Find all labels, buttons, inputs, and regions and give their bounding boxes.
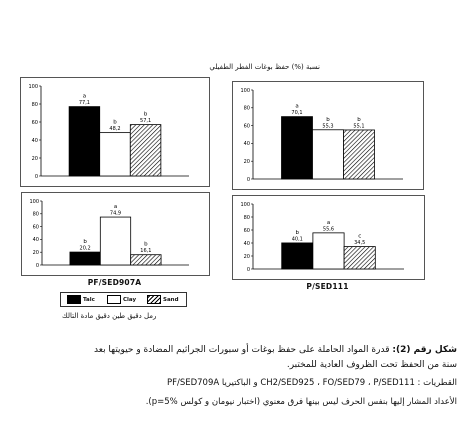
y-tick-label: 20 — [243, 159, 250, 165]
data-label: 55,6 — [322, 226, 335, 233]
legend-swatch-sand — [147, 295, 161, 304]
bar-clay — [313, 130, 344, 179]
y-tick-label: 60 — [243, 227, 250, 234]
y-tick-label: 80 — [243, 105, 250, 112]
bar-sand — [344, 247, 375, 269]
legend-swatch-clay — [107, 295, 121, 304]
data-label: 16,1 — [140, 248, 152, 255]
bar-talc — [70, 252, 100, 265]
data-label: 55,1 — [353, 123, 365, 130]
bar-talc — [282, 117, 313, 179]
significance-letter: b — [143, 111, 148, 118]
legend-arabic-labels: رمل دقيق طين دقيق مادة التالك — [62, 312, 157, 320]
y-tick-label: 100 — [28, 83, 38, 90]
legend-label-sand: Sand — [163, 297, 179, 303]
significance-letter: a — [113, 204, 118, 211]
significance-letter: a — [295, 103, 299, 110]
data-label: 20,2 — [79, 245, 91, 252]
y-tick-label: 60 — [31, 119, 38, 126]
significance-letter: b — [144, 241, 148, 248]
y-tick-label: 20 — [243, 253, 250, 260]
y-tick-label: 80 — [32, 211, 39, 218]
y-tick-label: 20 — [31, 155, 38, 162]
y-tick-label: 80 — [243, 214, 250, 221]
y-tick-label: 80 — [31, 101, 38, 108]
data-label: 40,1 — [291, 236, 303, 243]
y-tick-label: 40 — [32, 237, 39, 244]
chart-fo-sed79 — [21, 78, 209, 186]
significance-letter: a — [82, 93, 87, 100]
significance-letter: b — [83, 239, 87, 246]
legend-item-clay — [107, 295, 136, 304]
bar-sand — [131, 255, 161, 265]
y-tick-label: 60 — [243, 123, 250, 130]
significance-letter: b — [326, 116, 330, 123]
y-tick-label: 40 — [31, 137, 38, 144]
legend-item-talc — [67, 295, 95, 304]
legend-item-sand — [147, 295, 179, 304]
bar-clay — [100, 217, 130, 265]
data-label: 48,2 — [109, 126, 121, 133]
bar-sand — [344, 130, 375, 179]
significance-letter: c — [358, 233, 362, 240]
y-tick-label: 100 — [240, 201, 250, 208]
chart-frame-p-sed111 — [232, 195, 425, 280]
y-tick-label: 100 — [240, 87, 250, 94]
bar-clay — [100, 133, 131, 176]
chart-label-pf-sed907a: PF/SED907A — [87, 278, 142, 287]
caption-line-2: سنة من الحفظ تحت الظروف العادية للمختبر. — [286, 360, 457, 370]
significance-letter: b — [357, 116, 361, 123]
y-tick-label: 20 — [32, 250, 39, 256]
chart-pf-sed907a — [22, 193, 209, 275]
significance-letter: b — [113, 119, 117, 126]
y-tick-label: 0 — [246, 176, 250, 183]
chart-frame-pf-sed907a — [21, 192, 210, 276]
chart-p-sed111 — [233, 196, 424, 279]
data-label: 57,1 — [140, 118, 152, 125]
caption-line-3: القطريات : CH2/SED925 ، FO/SED79 ، P/SED111 و الباكتيريا PF/SED709A — [166, 378, 457, 388]
y-tick-label: 40 — [243, 141, 250, 148]
legend-label-talc: Talc — [83, 297, 95, 303]
bar-talc — [69, 107, 100, 176]
data-label: 74,9 — [109, 210, 122, 217]
y-tick-label: 0 — [35, 262, 39, 269]
significance-letter: a — [326, 219, 331, 226]
caption-prefix: شكل رقم (2): — [392, 345, 457, 355]
chart-frame-ch2-sed925 — [232, 81, 424, 190]
legend-swatch-talc — [67, 295, 81, 304]
data-label: 34,5 — [354, 240, 366, 247]
legend-label-clay: Clay — [123, 297, 137, 303]
y-tick-label: 0 — [34, 173, 38, 180]
y-tick-label: 40 — [243, 240, 250, 247]
chart-label-p-sed111: P/SED111 — [306, 282, 349, 291]
bar-talc — [282, 243, 313, 269]
bar-sand — [130, 125, 161, 176]
y-tick-label: 100 — [29, 198, 39, 205]
data-label: 77,1 — [78, 100, 90, 107]
y-tick-label: 60 — [32, 224, 39, 231]
bar-clay — [313, 233, 344, 269]
chart-ch2-sed925 — [233, 82, 423, 189]
data-label: 55,3 — [322, 123, 334, 130]
caption-line-1 — [7, 345, 457, 355]
y-axis-title: نسبة (%) حفظ بوغات الفطر الطفيلي — [209, 63, 320, 71]
chart-frame-fo-sed79 — [20, 77, 210, 187]
legend — [60, 292, 187, 307]
caption-text-1: قدرة المواد الحاملة على حفظ بوغات أو سبورات الجراثيم المضادة و حيويتها بعد — [94, 345, 393, 355]
significance-letter: b — [295, 229, 300, 236]
y-tick-label: 0 — [246, 266, 250, 273]
data-label: 70,1 — [291, 110, 303, 117]
caption-line-4: الأعداد المشار إليها بنفس الحرف ليس بينها فرق معنوي (اختبار نيومان و كولس p=5%). — [145, 397, 457, 407]
